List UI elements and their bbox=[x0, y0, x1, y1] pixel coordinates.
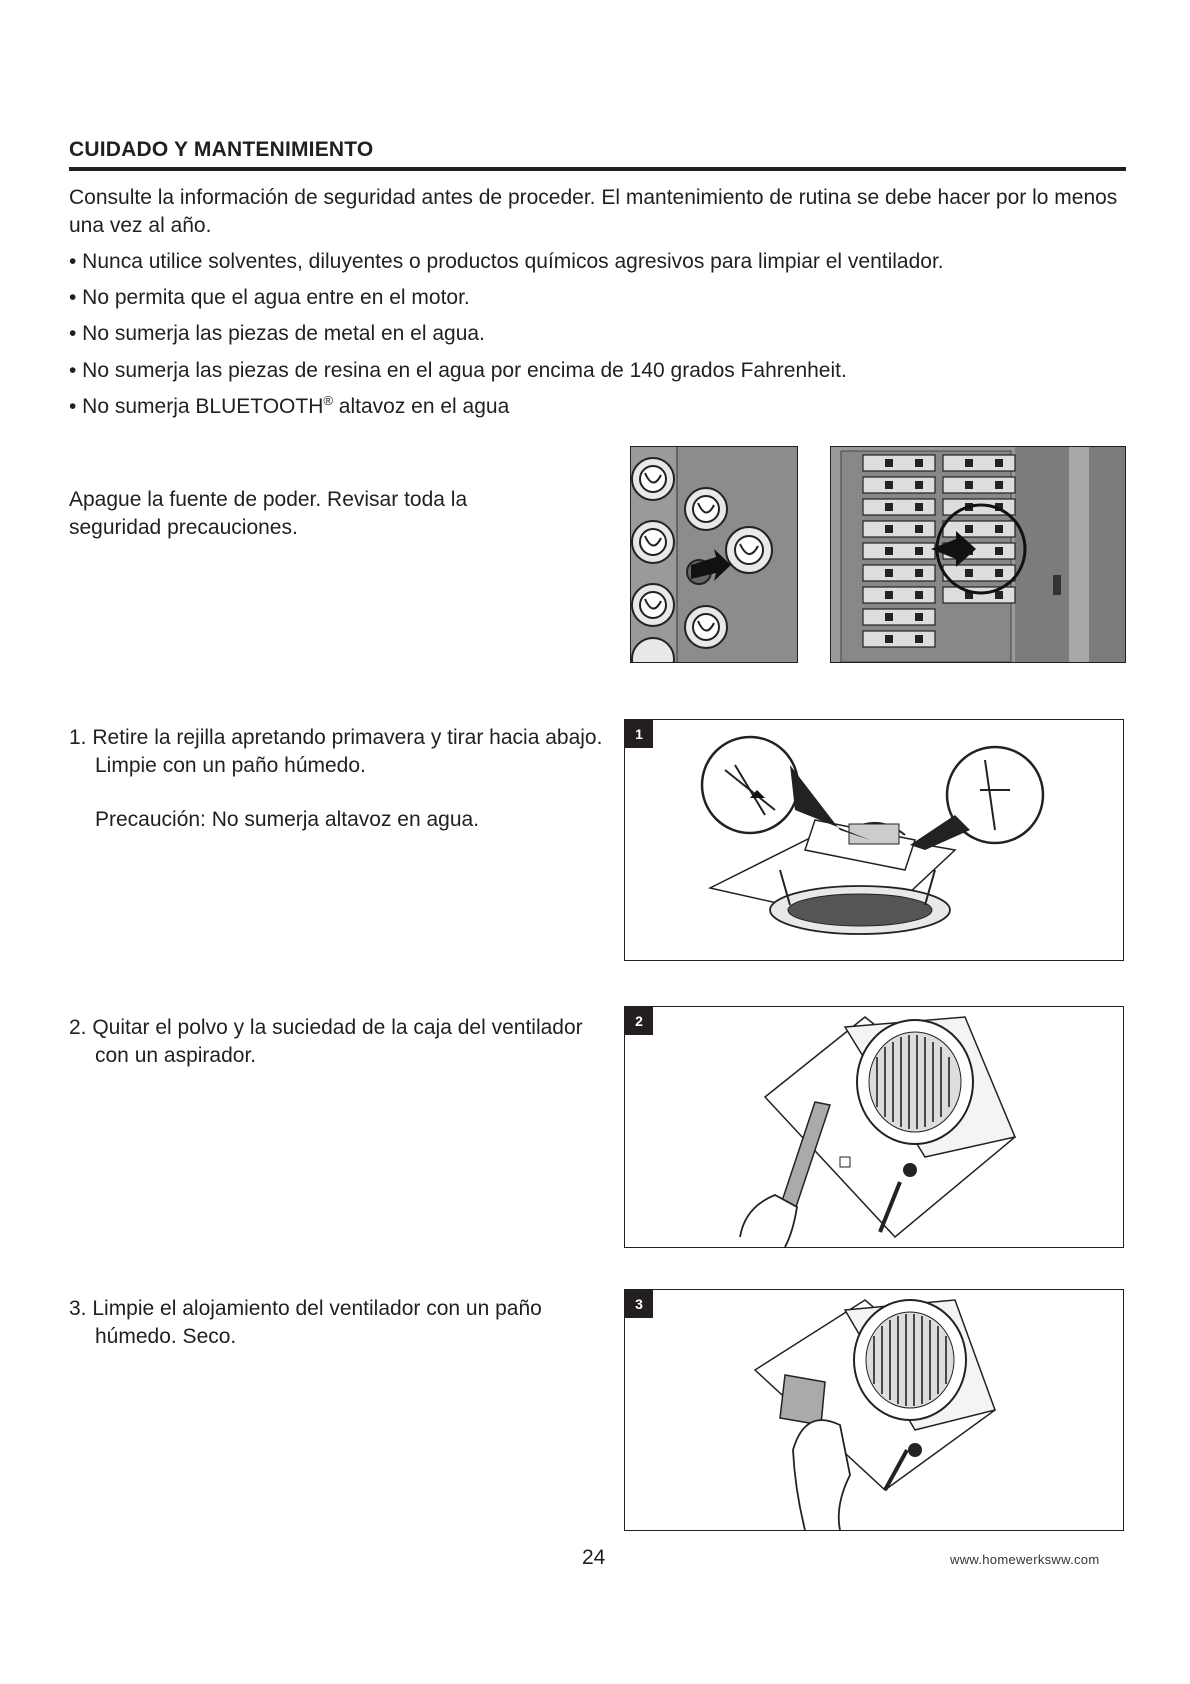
hand-icon bbox=[793, 1420, 850, 1530]
figure-breaker-panel bbox=[830, 446, 1126, 663]
page-title: CUIDADO Y MANTENIMIENTO bbox=[69, 138, 374, 161]
step-3-badge: 3 bbox=[625, 1290, 653, 1318]
detail-circle-left bbox=[702, 737, 798, 833]
bullet-item: • No sumerja las piezas de metal en el agua. bbox=[69, 322, 485, 345]
panel-latch bbox=[1053, 575, 1061, 595]
figure-step-2 bbox=[624, 1006, 1124, 1248]
bullet-item: • No permita que el agua entre en el motor. bbox=[69, 286, 470, 309]
figure-step-1 bbox=[624, 719, 1124, 961]
power-off-text: Apague la fuente de poder. Revisar toda la seguridad precauciones. bbox=[69, 488, 468, 539]
step-1-caution: Precaución: No sumerja altavoz en agua. bbox=[95, 808, 480, 831]
cloth-icon bbox=[780, 1375, 825, 1425]
step-2-badge: 2 bbox=[625, 1007, 653, 1035]
figure-step-3 bbox=[624, 1289, 1124, 1531]
website-url[interactable]: www.homewerksww.com bbox=[950, 1552, 1100, 1567]
step-1-badge: 1 bbox=[625, 720, 653, 748]
page-number: 24 bbox=[582, 1546, 606, 1569]
step-2-text: 2. Quitar el polvo y la suciedad de la caja del ventilador con un aspirador. bbox=[69, 1016, 583, 1067]
step-1-text: 1. Retire la rejilla apretando primavera y tirar hacia abajo. Limpie con un paño húmedo. bbox=[69, 726, 603, 777]
title-divider bbox=[69, 167, 1126, 171]
hand-icon bbox=[740, 1195, 797, 1247]
bullet-item: • No sumerja las piezas de resina en el agua por encima de 140 grados Fahrenheit. bbox=[69, 359, 847, 382]
intro-paragraph: Consulte la información de seguridad antes de proceder. El mantenimiento de rutina se debe hacer por lo menos una vez al año. bbox=[69, 186, 1118, 237]
bullet-item: • Nunca utilice solventes, diluyentes o productos químicos agresivos para limpiar el ventilador. bbox=[69, 250, 944, 273]
step-3-text: 3. Limpie el alojamiento del ventilador con un paño húmedo. Seco. bbox=[69, 1297, 542, 1348]
bullet-item-bluetooth: • No sumerja BLUETOOTH® altavoz en el agua bbox=[69, 393, 510, 418]
figure-power-outlets bbox=[630, 446, 798, 663]
registered-mark: ® bbox=[323, 393, 333, 408]
